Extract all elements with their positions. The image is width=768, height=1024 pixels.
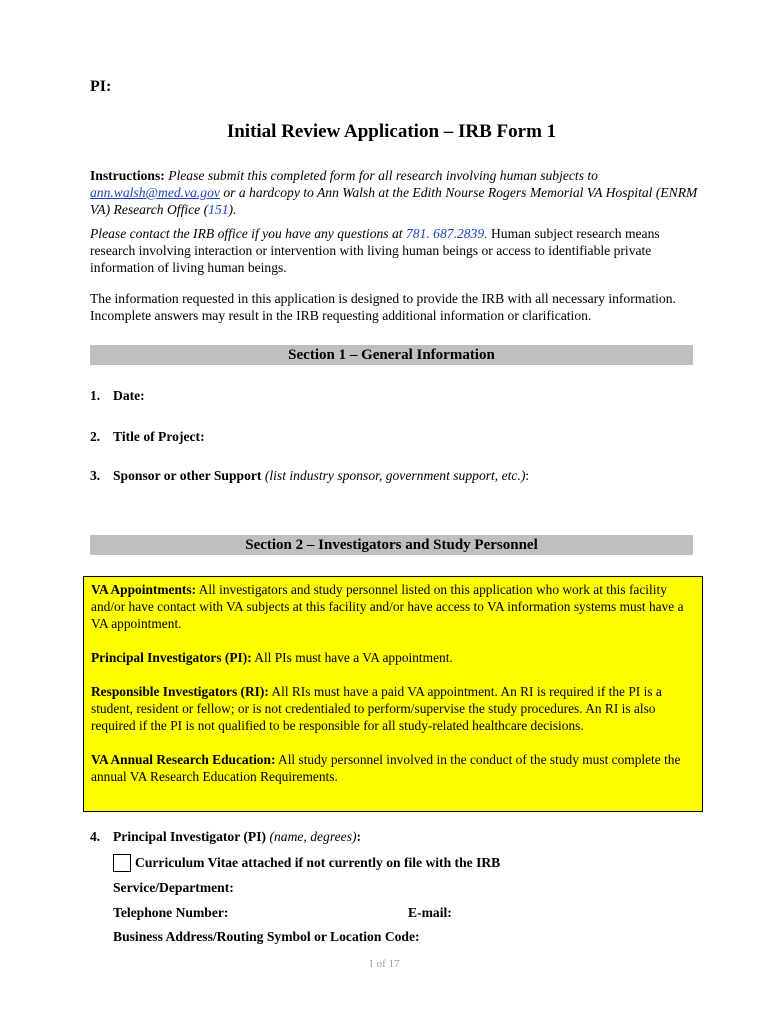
item-number: 3. (90, 468, 101, 483)
item-number: 4. (90, 829, 101, 844)
instructions-text-after: or a hardcopy to Ann Walsh at the Edith Nourse Rogers Memorial VA Hospital (ENRM VA) Research Office ( (90, 185, 698, 217)
instructions-text: Please submit this completed form for all research involving human subjects to (168, 168, 598, 183)
item-hint: (list industry sponsor, government support, etc.) (264, 468, 526, 483)
info-paragraph: The information requested in this application is designed to provide the IRB with all necessary information. Incomplete answers may result in the IRB requesting additional information or clarification. (90, 291, 676, 323)
contact-text: Please contact the IRB office if you have any questions at (90, 226, 403, 241)
service-department-label: Service/Department: (113, 880, 234, 895)
pi-label: PI: (90, 78, 112, 95)
instructions-paragraph (90, 167, 700, 218)
notice-education (91, 751, 695, 785)
item-date (90, 388, 145, 404)
item-label: Title of Project: (113, 429, 205, 444)
item-label: Sponsor or other Support (113, 468, 262, 483)
notice-ri (91, 683, 695, 734)
item-label: Date: (113, 388, 145, 403)
cv-attached-label: Curriculum Vitae attached if not currently on file with the IRB (135, 855, 501, 870)
office-number: 151 (208, 202, 229, 217)
item-hint: (name, degrees) (269, 829, 357, 844)
notice-text: All study personnel involved in the conduct of the study must complete the annual VA Research Education Requirements. (91, 752, 681, 784)
page-title: Initial Review Application – IRB Form 1 (226, 121, 557, 142)
item-number: 2. (90, 429, 101, 444)
item-number: 1. (90, 388, 101, 403)
section-1-header: Section 1 – General Information (90, 345, 693, 365)
notice-text: All investigators and study personnel listed on this application who work at this facility and/or have contact with VA subjects at this facility and/or have access to VA information systems must have a VA appointment. (91, 582, 684, 631)
section-2-header: Section 2 – Investigators and Study Personnel (90, 535, 693, 555)
item-label: Principal Investigator (PI) (113, 829, 267, 844)
human-subject-text: Human subject research means research involving interaction or intervention with living human beings or access to identifiable private information of living human beings. (90, 226, 660, 275)
item-sponsor (90, 468, 529, 484)
item-title-of-project (90, 429, 205, 445)
notice-appointments (91, 581, 695, 632)
contact-paragraph (90, 225, 700, 276)
notice-text: All RIs must have a paid VA appointment. An RI is required if the PI is a student, resident or fellow; or is not credentialed to perform/supervise the study procedures. An RI is also required if the PI is not qualified to be responsible for all study-related healthcare decisions. (91, 684, 662, 733)
notice-label: VA Appointments: (91, 582, 197, 597)
telephone-label: Telephone Number: (113, 905, 229, 920)
business-address-label: Business Address/Routing Symbol or Location Code: (113, 929, 420, 944)
page-number: 1 of 17 (368, 958, 400, 970)
notice-label: VA Annual Research Education: (91, 752, 276, 767)
instructions-label: Instructions: (90, 168, 165, 183)
email-link[interactable]: ann.walsh@med.va.gov (90, 185, 220, 200)
notice-pi (91, 649, 695, 666)
notice-label: Principal Investigators (PI): (91, 650, 252, 665)
va-requirements-notice (83, 576, 703, 812)
notice-text: All PIs must have a VA appointment. (254, 650, 453, 665)
item-suffix: : (525, 468, 530, 483)
email-label: E-mail: (408, 905, 452, 920)
item-suffix: : (356, 829, 362, 844)
cv-attached-checkbox[interactable] (113, 854, 131, 872)
notice-label: Responsible Investigators (RI): (91, 684, 269, 699)
item-principal-investigator (90, 829, 361, 845)
phone-number: 781. 687.2839. (405, 226, 488, 241)
instructions-end: ). (228, 202, 237, 217)
